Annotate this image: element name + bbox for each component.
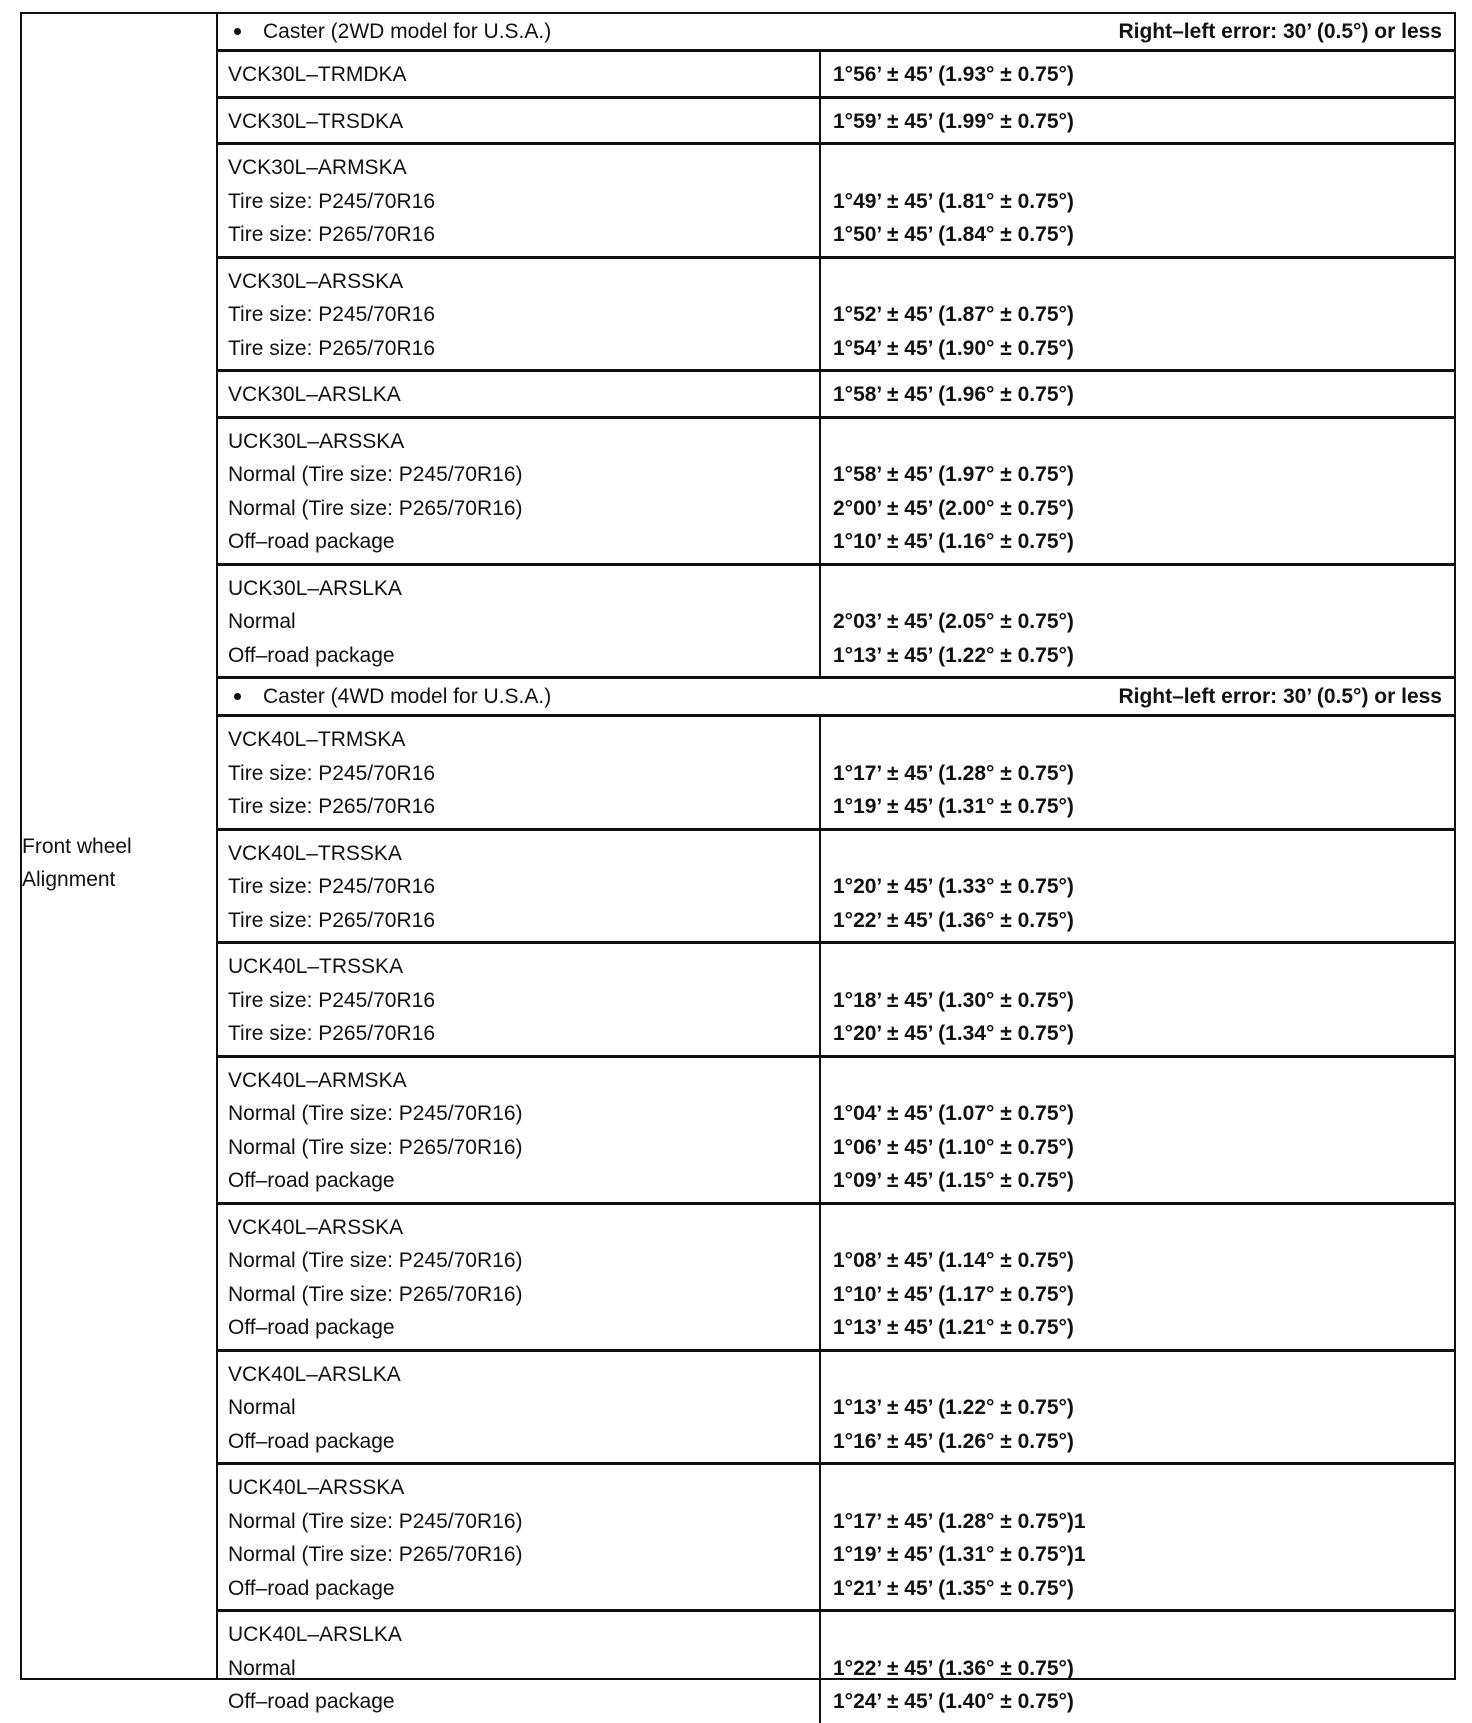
caster-value: 1°24’ ± 45’ (1.40° ± 0.75°) — [833, 1690, 1074, 1713]
table-row — [218, 1612, 1454, 1723]
model-cell — [218, 1352, 821, 1463]
caster-value-cell — [821, 1465, 1454, 1609]
caster-value — [833, 151, 1444, 185]
model-cell — [218, 944, 821, 1055]
table-row — [218, 259, 1454, 373]
caster-value-cell — [821, 419, 1454, 563]
table-row — [218, 372, 1454, 419]
caster-value: 1°22’ ± 45’ (1.36° ± 0.75°) — [833, 1656, 1074, 1680]
spec-table — [20, 12, 1456, 1713]
model-variant: Tire size: P245/70R16 — [228, 761, 435, 785]
table-row — [218, 944, 1454, 1058]
caster-value-cell — [821, 52, 1454, 96]
caster-value: 1°21’ ± 45’ (1.35° ± 0.75°) — [833, 1576, 1074, 1600]
caster-value: 1°19’ ± 45’ (1.31° ± 0.75°) — [833, 795, 1074, 818]
model-variant: Off–road package — [228, 1690, 395, 1713]
model-variant: Tire size: P265/70R16 — [228, 795, 435, 818]
caster-value-cell — [821, 1352, 1454, 1463]
caster-value — [833, 1064, 1444, 1098]
caster-value: 1°58’ ± 45’ (1.96° ± 0.75°) — [833, 383, 1074, 406]
model-variant: Off–road package — [228, 1576, 395, 1600]
model-variant: Normal — [228, 610, 296, 633]
model-code: VCK40L–ARMSKA — [228, 1068, 407, 1092]
model-cell — [218, 831, 821, 942]
model-cell — [218, 1465, 821, 1609]
model-cell — [218, 52, 821, 96]
model-variant: Normal — [228, 1396, 296, 1419]
model-cell — [218, 372, 821, 416]
caster-value — [833, 950, 1444, 984]
model-cell — [218, 419, 821, 563]
caster-value-cell — [821, 259, 1454, 370]
table-row — [218, 1465, 1454, 1612]
caster-value — [833, 572, 1444, 606]
caster-value: 1°13’ ± 45’ (1.22° ± 0.75°) — [833, 643, 1074, 667]
model-variant: Normal (Tire size: P265/70R16) — [228, 1135, 523, 1159]
caster-value — [833, 723, 1444, 757]
model-code: VCK30L–ARSSKA — [228, 269, 404, 293]
section-title-wrap — [230, 20, 551, 44]
caster-value-cell — [821, 1612, 1454, 1723]
section-label — [22, 830, 212, 896]
model-variant: Normal (Tire size: P245/70R16) — [228, 463, 523, 486]
caster-value — [833, 1211, 1444, 1245]
caster-value: 1°19’ ± 45’ (1.31° ± 0.75°)1 — [833, 1543, 1086, 1566]
caster-value: 1°13’ ± 45’ (1.21° ± 0.75°) — [833, 1316, 1074, 1339]
model-variant: Tire size: P265/70R16 — [228, 336, 435, 360]
caster-value-cell — [821, 99, 1454, 143]
model-cell — [218, 717, 821, 828]
caster-value: 1°20’ ± 45’ (1.33° ± 0.75°) — [833, 875, 1074, 898]
tolerance-note: Right–left error: 30’ (0.5°) or less — [1118, 684, 1442, 708]
section-label-line: Alignment — [22, 868, 116, 891]
model-variant: Normal (Tire size: P265/70R16) — [228, 1543, 523, 1566]
model-variant: Normal (Tire size: P265/70R16) — [228, 496, 523, 520]
model-cell — [218, 99, 821, 143]
table-row — [218, 831, 1454, 945]
model-code: VCK30L–TRSDKA — [228, 109, 404, 133]
caster-value-cell — [821, 944, 1454, 1055]
model-variant: Off–road package — [228, 643, 395, 667]
model-variant: Off–road package — [228, 1316, 395, 1339]
caster-value: 1°56’ ± 45’ (1.93° ± 0.75°) — [833, 63, 1074, 86]
model-variant: Off–road package — [228, 1169, 395, 1192]
caster-value: 1°16’ ± 45’ (1.26° ± 0.75°) — [833, 1429, 1074, 1453]
model-cell — [218, 1612, 821, 1723]
model-code: UCK40L–TRSSKA — [228, 955, 404, 978]
model-variant: Tire size: P245/70R16 — [228, 988, 435, 1012]
caster-value: 1°04’ ± 45’ (1.07° ± 0.75°) — [833, 1102, 1074, 1125]
model-code: VCK40L–ARSLKA — [228, 1362, 401, 1386]
table-row — [218, 566, 1454, 680]
model-code: UCK40L–ARSLKA — [228, 1623, 402, 1646]
caster-value — [833, 1358, 1444, 1392]
table-row — [218, 419, 1454, 566]
model-code: VCK30L–ARSLKA — [228, 383, 401, 406]
caster-value — [833, 265, 1444, 299]
model-variant: Normal (Tire size: P245/70R16) — [228, 1102, 523, 1125]
caster-value: 1°17’ ± 45’ (1.28° ± 0.75°) — [833, 761, 1074, 785]
model-variant: Normal (Tire size: P245/70R16) — [228, 1249, 523, 1272]
table-row — [218, 99, 1454, 146]
section-title-wrap — [230, 685, 551, 709]
model-code: VCK30L–TRMDKA — [228, 63, 407, 86]
caster-value — [833, 837, 1444, 871]
caster-value: 1°09’ ± 45’ (1.15° ± 0.75°) — [833, 1169, 1074, 1192]
model-variant: Off–road package — [228, 1429, 395, 1453]
section-label-line: Front wheel — [22, 835, 132, 858]
model-code: VCK40L–TRSSKA — [228, 841, 402, 865]
model-code: VCK30L–ARMSKA — [228, 156, 407, 179]
caster-value: 2°00’ ± 45’ (2.00° ± 0.75°) — [833, 496, 1074, 520]
caster-value: 1°58’ ± 45’ (1.97° ± 0.75°) — [833, 463, 1074, 486]
model-variant: Tire size: P245/70R16 — [228, 303, 435, 326]
model-variant: Normal — [228, 1656, 296, 1680]
table-row — [218, 1058, 1454, 1205]
model-variant: Tire size: P265/70R16 — [228, 908, 435, 932]
caster-value: 1°20’ ± 45’ (1.34° ± 0.75°) — [833, 1022, 1074, 1045]
caster-value: 2°03’ ± 45’ (2.05° ± 0.75°) — [833, 610, 1074, 633]
model-code: UCK40L–ARSSKA — [228, 1476, 405, 1499]
section-header — [218, 679, 1454, 717]
table-row — [218, 717, 1454, 831]
table-row — [218, 52, 1454, 99]
section-title: Caster (4WD model for U.S.A.) — [263, 684, 552, 708]
section-label-column — [22, 14, 218, 1678]
caster-value-cell — [821, 566, 1454, 677]
model-cell — [218, 145, 821, 256]
model-code: VCK40L–ARSSKA — [228, 1215, 404, 1239]
caster-value: 1°06’ ± 45’ (1.10° ± 0.75°) — [833, 1135, 1074, 1159]
caster-value: 1°59’ ± 45’ (1.99° ± 0.75°) — [833, 109, 1074, 133]
caster-value — [833, 1471, 1444, 1505]
caster-value-cell — [821, 145, 1454, 256]
bullet-icon — [234, 693, 241, 700]
model-variant: Off–road package — [228, 530, 395, 553]
section-header — [218, 14, 1454, 52]
caster-value: 1°08’ ± 45’ (1.14° ± 0.75°) — [833, 1249, 1074, 1272]
section-title: Caster (2WD model for U.S.A.) — [263, 19, 552, 43]
caster-value: 1°13’ ± 45’ (1.22° ± 0.75°) — [833, 1396, 1074, 1419]
caster-value — [833, 1618, 1444, 1652]
caster-value: 1°10’ ± 45’ (1.17° ± 0.75°) — [833, 1282, 1074, 1306]
model-code: VCK40L–TRMSKA — [228, 728, 406, 751]
caster-value: 1°52’ ± 45’ (1.87° ± 0.75°) — [833, 303, 1074, 326]
model-cell — [218, 1058, 821, 1202]
caster-value: 1°49’ ± 45’ (1.81° ± 0.75°) — [833, 189, 1074, 213]
caster-value: 1°18’ ± 45’ (1.30° ± 0.75°) — [833, 988, 1074, 1012]
table-row — [218, 1205, 1454, 1352]
caster-value: 1°50’ ± 45’ (1.84° ± 0.75°) — [833, 223, 1074, 246]
spec-rows-column — [218, 14, 1454, 1713]
table-row — [218, 1352, 1454, 1466]
caster-value: 1°54’ ± 45’ (1.90° ± 0.75°) — [833, 336, 1074, 360]
model-cell — [218, 566, 821, 677]
model-variant: Tire size: P265/70R16 — [228, 223, 435, 246]
model-cell — [218, 259, 821, 370]
caster-value-cell — [821, 831, 1454, 942]
model-variant: Tire size: P245/70R16 — [228, 189, 435, 213]
bullet-icon — [234, 28, 241, 35]
model-code: UCK30L–ARSLKA — [228, 576, 402, 600]
tolerance-note: Right–left error: 30’ (0.5°) or less — [1118, 19, 1442, 43]
model-code: UCK30L–ARSSKA — [228, 429, 405, 453]
caster-value-cell — [821, 1205, 1454, 1349]
model-variant: Tire size: P265/70R16 — [228, 1022, 435, 1045]
model-variant: Normal (Tire size: P265/70R16) — [228, 1282, 523, 1306]
caster-value: 1°17’ ± 45’ (1.28° ± 0.75°)1 — [833, 1509, 1086, 1533]
caster-value-cell — [821, 372, 1454, 416]
caster-value: 1°22’ ± 45’ (1.36° ± 0.75°) — [833, 908, 1074, 932]
caster-value — [833, 425, 1444, 459]
caster-value: 1°10’ ± 45’ (1.16° ± 0.75°) — [833, 530, 1074, 553]
model-variant: Normal (Tire size: P245/70R16) — [228, 1509, 523, 1533]
table-row — [218, 145, 1454, 259]
caster-value-cell — [821, 1058, 1454, 1202]
model-cell — [218, 1205, 821, 1349]
caster-value-cell — [821, 717, 1454, 828]
model-variant: Tire size: P245/70R16 — [228, 875, 435, 898]
